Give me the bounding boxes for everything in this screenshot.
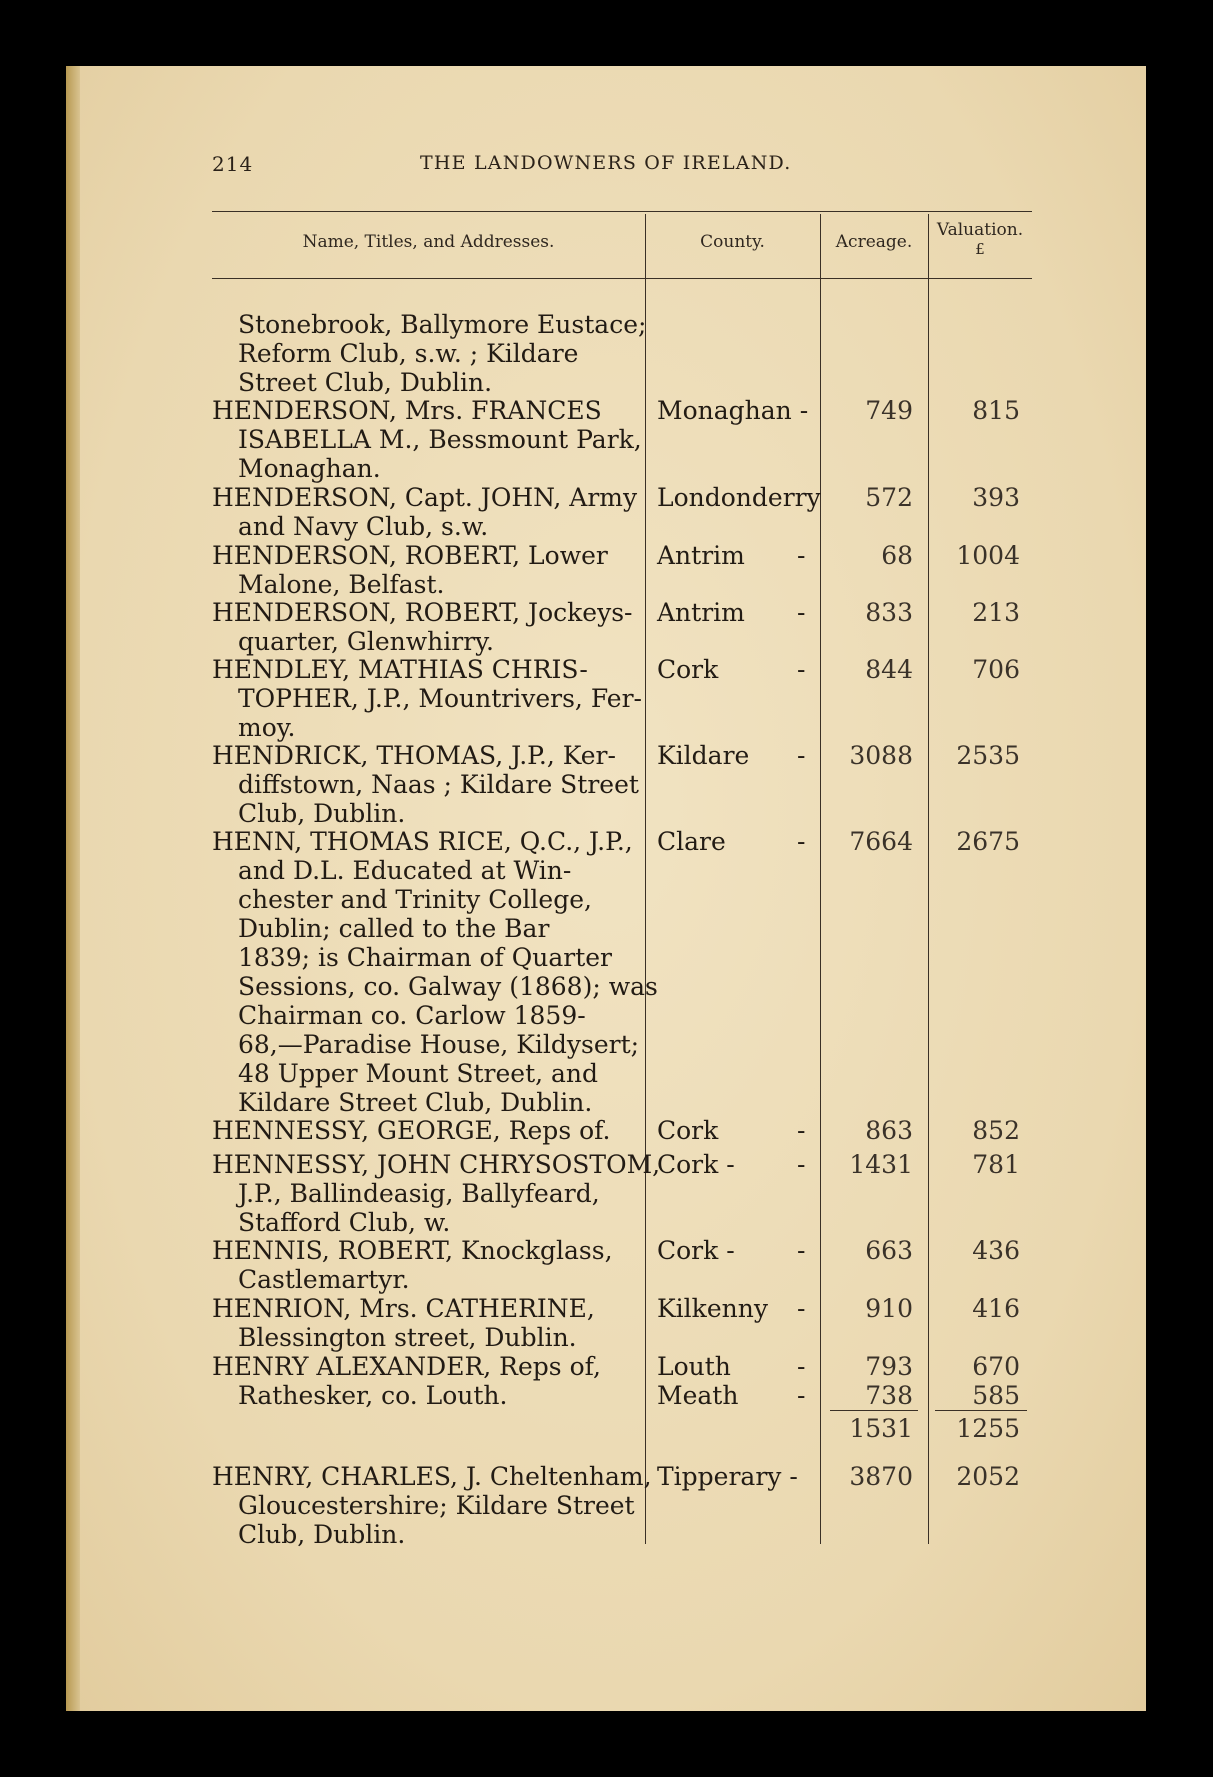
landowner-entry xyxy=(212,598,632,656)
entry-name-line: HENRY ALEXANDER, Reps of, xyxy=(212,1352,601,1381)
county-dash: - xyxy=(797,741,806,770)
valuation-total: 1255 xyxy=(956,1414,1020,1443)
valuation-cell: 781 xyxy=(972,1150,1020,1179)
acreage-cell: 68 xyxy=(881,541,913,570)
column-header-valuation-unit: £ xyxy=(975,240,985,258)
landowner-entry xyxy=(212,1236,613,1294)
entry-continuation-line: 1839; is Chairman of Quarter xyxy=(238,943,612,972)
acreage-cell: 7664 xyxy=(849,827,913,856)
entry-name-line: HENDLEY, MATHIAS CHRIS- xyxy=(212,655,588,684)
entry-name-line: HENRY, CHARLES, J. Cheltenham, xyxy=(212,1462,652,1491)
header-top-rule xyxy=(212,211,1032,212)
entry-name-line: HENDRICK, THOMAS, J.P., Ker- xyxy=(212,741,616,770)
entry-continuation-line: Blessington street, Dublin. xyxy=(238,1323,577,1352)
entry-continuation-line: Street Club, Dublin. xyxy=(238,368,493,397)
entry-continuation-line: Chairman co. Carlow 1859- xyxy=(238,1001,586,1030)
county-cell: Cork - xyxy=(657,1236,735,1265)
entry-name-line: HENDERSON, Mrs. FRANCES xyxy=(212,396,602,425)
county-dash: - xyxy=(797,1294,806,1323)
landowner-entry xyxy=(212,1294,595,1352)
entry-continuation-line: Rathesker, co. Louth. xyxy=(238,1381,508,1410)
valuation-cell: 2535 xyxy=(956,741,1020,770)
valuation-cell: 2675 xyxy=(956,827,1020,856)
landowner-entry xyxy=(212,310,646,397)
county-cell: Cork - xyxy=(657,1150,735,1179)
entry-continuation-line: Kildare Street Club, Dublin. xyxy=(238,1088,593,1117)
county-cell: Londonderry xyxy=(657,483,821,512)
county-cell: Meath xyxy=(657,1381,739,1410)
valuation-total-rule xyxy=(935,1410,1027,1411)
county-cell: Kilkenny xyxy=(657,1294,768,1323)
entry-continuation-line: moy. xyxy=(238,713,296,742)
entry-continuation-line: quarter, Glenwhirry. xyxy=(238,627,494,656)
county-cell: Antrim xyxy=(657,541,745,570)
acreage-cell: 738 xyxy=(865,1381,913,1410)
entry-continuation-line: Gloucestershire; Kildare Street xyxy=(238,1491,635,1520)
page-gutter xyxy=(66,66,80,1711)
acreage-cell: 3870 xyxy=(849,1462,913,1491)
acreage-cell: 749 xyxy=(865,396,913,425)
county-dash: - xyxy=(797,1150,806,1179)
county-cell: Kildare xyxy=(657,741,750,770)
county-cell: Tipperary - xyxy=(657,1462,798,1491)
acreage-total-rule xyxy=(830,1410,918,1411)
acreage-cell: 3088 xyxy=(849,741,913,770)
entry-continuation-line: diffstown, Naas ; Kildare Street xyxy=(238,770,639,799)
entry-continuation-line: Stafford Club, w. xyxy=(238,1208,451,1237)
running-title: THE LANDOWNERS OF IRELAND. xyxy=(420,152,792,174)
county-cell: Cork xyxy=(657,1116,719,1145)
landowner-entry xyxy=(212,396,642,483)
valuation-cell: 706 xyxy=(972,655,1020,684)
acreage-cell: 863 xyxy=(865,1116,913,1145)
county-cell: Cork xyxy=(657,655,719,684)
entry-name-line: HENRION, Mrs. CATHERINE, xyxy=(212,1294,595,1323)
valuation-cell: 1004 xyxy=(956,541,1020,570)
landowner-entry xyxy=(212,1150,660,1237)
acreage-cell: 1431 xyxy=(849,1150,913,1179)
entry-continuation-line: Club, Dublin. xyxy=(238,1520,406,1549)
landowner-entry xyxy=(212,741,639,828)
entry-continuation-line: and D.L. Educated at Win- xyxy=(238,856,572,885)
county-dash: - xyxy=(797,1352,806,1381)
acreage-cell: 833 xyxy=(865,598,913,627)
county-dash: - xyxy=(797,655,806,684)
county-dash: - xyxy=(797,1236,806,1265)
valuation-cell: 2052 xyxy=(956,1462,1020,1491)
entry-name-line: HENNESSY, GEORGE, Reps of. xyxy=(212,1116,611,1145)
county-dash: - xyxy=(797,1116,806,1145)
landowner-entry xyxy=(212,1116,610,1145)
column-header-county: County. xyxy=(700,232,765,252)
entry-name-line: HENN, THOMAS RICE, Q.C., J.P., xyxy=(212,827,633,856)
landowner-entry xyxy=(212,1352,601,1410)
entry-name-line: HENNESSY, JOHN CHRYSOSTOM, xyxy=(212,1150,661,1179)
column-divider-2 xyxy=(820,214,821,1544)
landowner-entry xyxy=(212,827,658,1117)
entry-continuation-line: 48 Upper Mount Street, and xyxy=(238,1059,599,1088)
acreage-cell: 663 xyxy=(865,1236,913,1265)
entry-continuation-line: Monaghan. xyxy=(238,454,381,483)
column-header-acreage: Acreage. xyxy=(835,232,913,252)
valuation-cell: 436 xyxy=(972,1236,1020,1265)
county-cell: Antrim xyxy=(657,598,745,627)
county-cell: Monaghan - xyxy=(657,396,809,425)
column-divider-3 xyxy=(928,214,929,1544)
valuation-cell: 670 xyxy=(972,1352,1020,1381)
county-dash: - xyxy=(797,827,806,856)
entry-continuation-line: Sessions, co. Galway (1868); was xyxy=(238,972,658,1001)
entry-name-line: HENNIS, ROBERT, Knockglass, xyxy=(212,1236,613,1265)
entry-name-line: HENDERSON, ROBERT, Lower xyxy=(212,541,608,570)
acreage-cell: 572 xyxy=(865,483,913,512)
valuation-cell: 585 xyxy=(972,1381,1020,1410)
valuation-cell: 213 xyxy=(972,598,1020,627)
entry-name-line: HENDERSON, ROBERT, Jockeys- xyxy=(212,598,633,627)
entry-continuation-line: Dublin; called to the Bar xyxy=(238,914,550,943)
acreage-cell: 910 xyxy=(865,1294,913,1323)
column-header-valuation: Valuation. xyxy=(936,220,1024,240)
acreage-total: 1531 xyxy=(849,1414,913,1443)
entry-continuation-line: Reform Club, s.w. ; Kildare xyxy=(238,339,579,368)
entry-continuation-line: Castlemartyr. xyxy=(238,1265,410,1294)
valuation-cell: 393 xyxy=(972,483,1020,512)
valuation-cell: 416 xyxy=(972,1294,1020,1323)
entry-continuation-line: and Navy Club, s.w. xyxy=(238,512,489,541)
page-number: 214 xyxy=(212,152,254,176)
county-cell: Louth xyxy=(657,1352,731,1381)
landowner-entry xyxy=(212,483,637,541)
valuation-cell: 852 xyxy=(972,1116,1020,1145)
acreage-cell: 844 xyxy=(865,655,913,684)
entry-continuation-line: ISABELLA M., Bessmount Park, xyxy=(238,425,642,454)
county-cell: Clare xyxy=(657,827,726,856)
entry-continuation-line: 68,—Paradise House, Kildysert; xyxy=(238,1030,640,1059)
entry-continuation-line: Malone, Belfast. xyxy=(238,570,445,599)
county-dash: - xyxy=(797,541,806,570)
landowner-entry xyxy=(212,541,608,599)
entry-name-line: HENDERSON, Capt. JOHN, Army xyxy=(212,483,638,512)
column-header-name: Name, Titles, and Addresses. xyxy=(302,232,555,252)
entry-name-line: Stonebrook, Ballymore Eustace; xyxy=(238,310,647,339)
entry-continuation-line: TOPHER, J.P., Mountrivers, Fer- xyxy=(238,684,642,713)
entry-continuation-line: chester and Trinity College, xyxy=(238,885,592,914)
entry-continuation-line: J.P., Ballindeasig, Ballyfeard, xyxy=(238,1179,600,1208)
header-bottom-rule xyxy=(212,278,1032,279)
county-dash: - xyxy=(797,1381,806,1410)
entry-continuation-line: Club, Dublin. xyxy=(238,799,406,828)
landowner-entry xyxy=(212,655,642,742)
acreage-cell: 793 xyxy=(865,1352,913,1381)
landowner-entry xyxy=(212,1462,652,1549)
valuation-cell: 815 xyxy=(972,396,1020,425)
county-dash: - xyxy=(797,598,806,627)
